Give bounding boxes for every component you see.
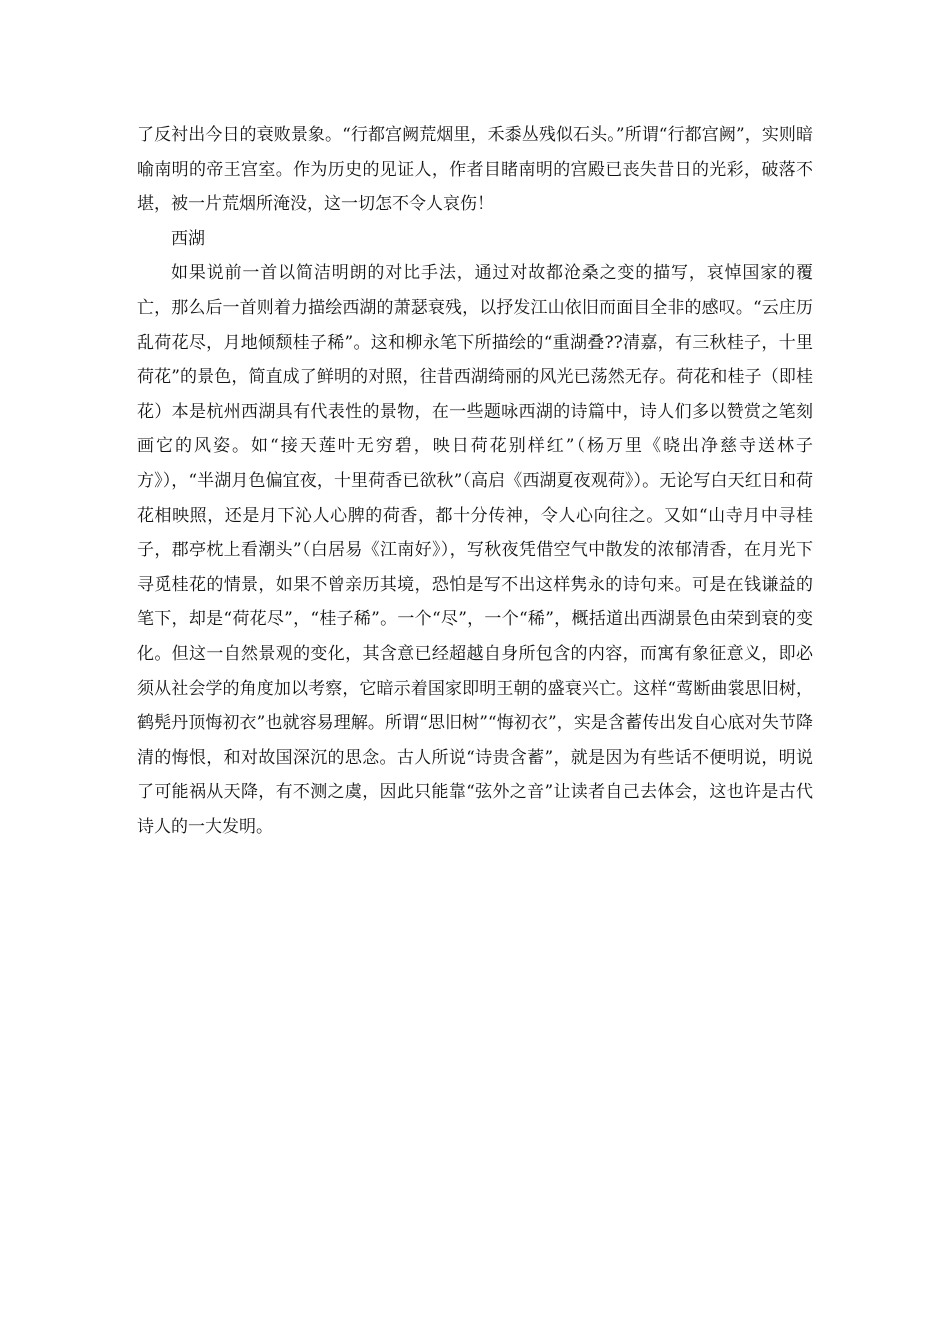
body-paragraph-continued: 了反衬出今日的衰败景象。“行都宫阙荒烟里，禾黍丛残似石头。”所谓“行都宫阙”，实则暗喻南明的帝王宫室。作为历史的见证人，作者目睹南明的宫殿已丧失昔日的光彩，破落不堪，被一片荒烟所淹没，这一切怎不令人哀伤！: [137, 125, 813, 215]
document-page: [137, 118, 813, 844]
section-heading: 西湖: [171, 228, 205, 249]
body-paragraph: 如果说前一首以简洁明朗的对比手法，通过对故都沧桑之变的描写，哀悼国家的覆亡，那么后一首则着力描绘西湖的萧瑟衰残，以抒发江山依旧而面目全非的感叹。“云庄历乱荷花尽，月地倾颓桂子稀”。这和柳永笔下所描绘的“重湖叠??清嘉，有三秋桂子，十里荷花”的景色，简直成了鲜明的对照，往昔西湖绮丽的风光已荡然无存。荷花和桂子（即桂花）本是杭州西湖具有代表性的景物，在一些题咏西湖的诗篇中，诗人们多以赞赏之笔刻画它的风姿。如“接天莲叶无穷碧，映日荷花别样红”（杨万里《晓出净慈寺送林子方》），“半湖月色偏宜夜，十里荷香已欲秋”（高启《西湖夏夜观荷》）。无论写白天红日和荷花相映照，还是月下沁人心脾的荷香，都十分传神，令人心向往之。又如“山寺月中寻桂子，郡亭枕上看潮头”（白居易《江南好》），写秋夜凭借空气中散发的浓郁清香，在月光下寻觅桂花的情景，如果不曾亲历其境，恐怕是写不出这样隽永的诗句来。可是在钱谦益的笔下，却是“荷花尽”，“桂子稀”。一个“尽”，一个“稀”，概括道出西湖景色由荣到衰的变化。但这一自然景观的变化，其含意已经超越自身所包含的内容，而寓有象征意义，即必须从社会学的角度加以考察，它暗示着国家即明王朝的盛衰兴亡。这样“莺断曲裳思旧树，鹤髡丹顶悔初衣”也就容易理解。所谓“思旧树”“悔初衣”，实是含蓄传出发自心底对失节降清的悔恨，和对故国深沉的思念。古人所说“诗贵含蓄”，就是因为有些话不便明说，明说了可能祸从天降，有不测之虞，因此只能靠“弦外之音”让读者自己去体会，这也许是古代诗人的一大发明。: [137, 263, 813, 837]
